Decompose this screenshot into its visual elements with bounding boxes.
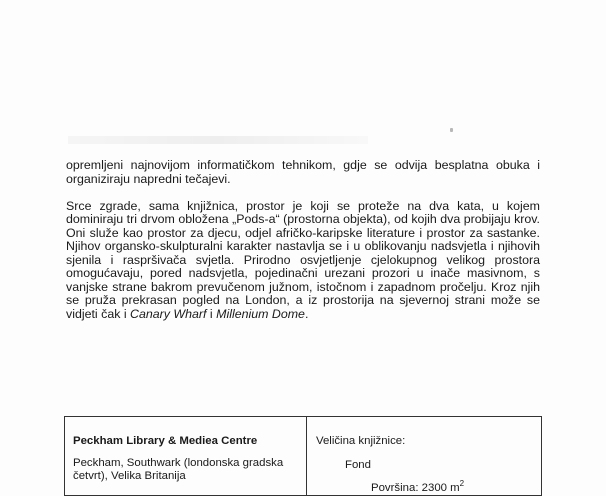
area-label [371, 479, 464, 494]
info-table-left-cell [65, 417, 307, 495]
area-unit-exponent: 2 [459, 479, 465, 488]
library-name: Peckham Library & Mediea Centre [73, 435, 258, 447]
paragraph-2-text: Srce zgrade, sama knjižnica, prostor je koji se proteže na dva kata, u kojem dominiraju tri drvom obložena „Pods-a“ (prostorna objekta), od kojih dva probijaju krov. Oni služe kao prostor za djecu, odjel afričko-karipske literature i prostor za sastanke. Njihov organsko-skulpturalni karakter nastavlja se i u oblikovanju nadsvjetla i njihovih sjenila i raspršivača svjetla. Prirodno osvjetljenje cjelokupnog velikog prostora omogućavaju, pored nadsvjetla, pojedinačni urezani prozori u inače masivnom, s vanjske strane bakrom prevučenom južnom, istočnom i zapadnom pročelju. Kroz njih se pruža prekrasan pogled na London, a iz prostorija na sjevernoj strani može se vidjeti čak i [66, 198, 540, 321]
paragraph-1: opremljeni najnovijom informatičkom tehnikom, gdje se odvija besplatna obuka i organiziraju napredni tečajevi. [66, 158, 540, 186]
place-name-canary-wharf: Canary Wharf [130, 306, 207, 321]
place-name-millenium-dome: Millenium Dome [216, 306, 305, 321]
paragraph-2-conjunction: i [206, 306, 217, 321]
scan-speck [450, 128, 453, 132]
library-size-label: Veličina knjižnice: [316, 435, 406, 447]
library-location: Peckham, Southwark (londonska gradska četvrt), Velika Britanija [73, 457, 284, 482]
fond-label: Fond [345, 459, 371, 471]
faded-bleed-through-text [68, 136, 368, 144]
info-table-right-cell [307, 417, 541, 495]
body-text [66, 159, 540, 321]
paragraph-2 [66, 200, 540, 322]
area-label-text: Površina: 2300 m [371, 481, 460, 494]
paragraph-2-end: . [304, 306, 309, 321]
library-info-table [64, 416, 542, 496]
